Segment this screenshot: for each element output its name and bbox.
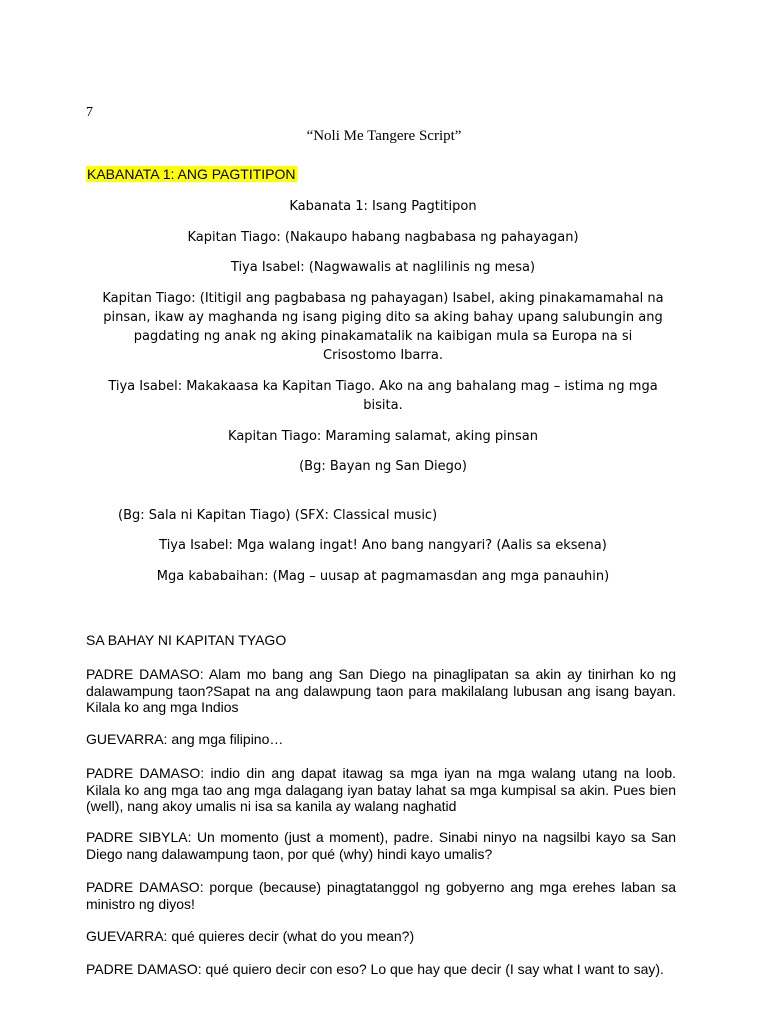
chapter-subtitle: Kabanata 1: Isang Pagtitipon — [289, 199, 477, 214]
page-number: 7 — [86, 105, 93, 120]
dialogue-paragraph: PADRE DAMASO: porque (because) pinagtatanggol ng gobyerno ang mga erehes laban sa ministro ng diyos! — [86, 879, 676, 912]
script-line: Kapitan Tiago: (Ititigil ang pagbabasa ng pahayagan) Isabel, aking pinakamamahal na pinsan, ikaw ay maghanda ng isang piging dito sa aking bahay upang salubungin ang pagdating ng anak ng aking pinakamatalik na kaibigan mula sa Europa na si Crisostomo Ibarra. — [102, 291, 664, 363]
script-line: Kapitan Tiago: Maraming salamat, aking pinsan — [228, 429, 538, 444]
dialogue-paragraph: PADRE SIBYLA: Un momento (just a moment), padre. Sinabi ninyo na nagsilbi kayo sa San Diego nang dalawampung taon, por qué (why) hindi kayo umalis? — [86, 829, 676, 862]
script-line: Kapitan Tiago: (Nakaupo habang nagbabasa ng pahayagan) — [187, 230, 579, 245]
script-line: Tiya Isabel: Makakaasa ka Kapitan Tiago. Ako na ang bahalang mag – istima ng mga bisita. — [108, 379, 658, 413]
stage-direction: (Bg: Sala ni Kapitan Tiago) (SFX: Classical music) — [118, 508, 438, 523]
document-title: “Noli Me Tangere Script” — [306, 128, 462, 144]
dialogue-paragraph: GUEVARRA: qué quieres decir (what do you mean?) — [86, 928, 415, 944]
script-line: Tiya Isabel: Mga walang ingat! Ano bang nangyari? (Aalis sa eksena) — [159, 538, 607, 553]
script-line: Tiya Isabel: (Nagwawalis at naglilinis ng mesa) — [230, 260, 536, 275]
scene-heading: SA BAHAY NI KAPITAN TYAGO — [86, 632, 287, 648]
stage-direction: (Bg: Bayan ng San Diego) — [299, 459, 467, 474]
script-line: Mga kababaihan: (Mag – uusap at pagmamasdan ang mga panauhin) — [156, 569, 610, 584]
dialogue-paragraph: PADRE DAMASO: qué quiero decir con eso? Lo que hay que decir (I say what I want to say). — [86, 961, 664, 977]
chapter-heading-highlighted: KABANATA 1: ANG PAGTITIPON — [87, 166, 296, 182]
dialogue-paragraph: PADRE DAMASO: Alam mo bang ang San Diego na pinaglipatan sa akin ay tinirhan ko ng dalawampung taon?Sapat na ang dalawpung taon para makilalang lubusan ang isang bayan. Kilala ko ang mga Indios — [86, 666, 676, 715]
dialogue-paragraph: GUEVARRA: ang mga filipino… — [86, 731, 284, 747]
dialogue-paragraph: PADRE DAMASO: indio din ang dapat itawag sa mga iyan na mga walang utang na loob. Kilala ko ang mga tao ang mga dalagang iyan batay lahat sa mga kumpisal sa akin. Pues bien (well), nang akoy umalis ni isa sa kanila ay walang naghatid — [86, 765, 676, 814]
